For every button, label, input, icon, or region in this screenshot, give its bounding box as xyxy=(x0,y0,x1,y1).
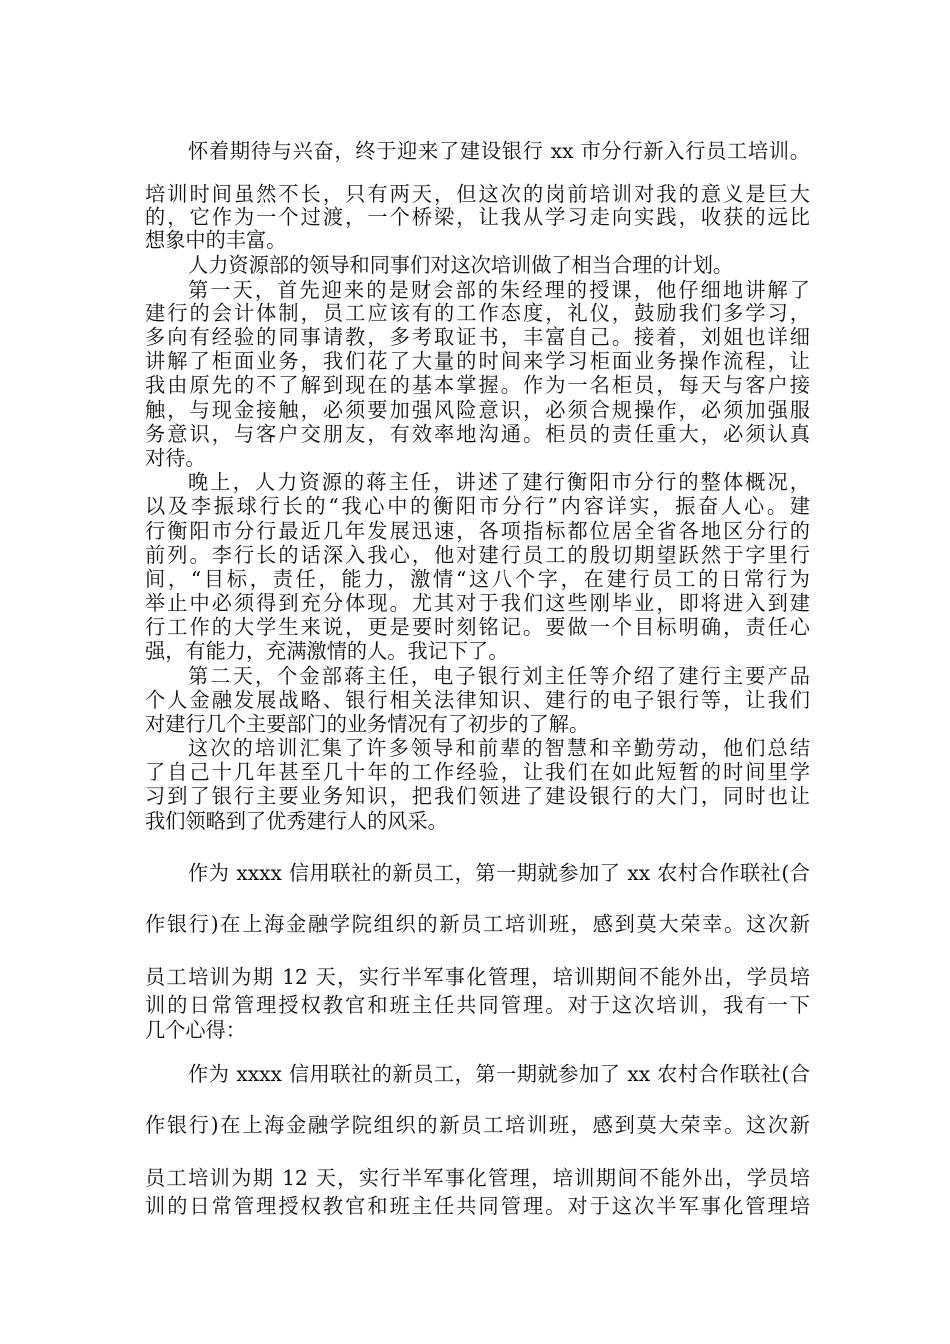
text-line: 对待。 xyxy=(145,446,206,470)
text-line: 员工培训为期 12 天，实行半军事化管理，培训期间不能外出，学员培 xyxy=(145,965,810,989)
text-line: 务意识，与客户交朋友，有效率地沟通。柜员的责任重大，必须认真 xyxy=(145,422,810,446)
text-line: 行衡阳市分行最近几年发展迅速，各项指标都位居全省各地区分行的 xyxy=(145,519,810,543)
text-line: 个人金融发展战略、银行相关法律知识、建行的电子银行等，让我们 xyxy=(145,688,810,712)
text-line: 建行的会计体制，员工应该有的工作态度，礼仪，鼓励我们多学习， xyxy=(145,301,810,325)
text-line: 训的日常管理授权教官和班主任共同管理。对于这次培训，我有一下 xyxy=(145,993,810,1017)
text-line: 作银行)在上海金融学院组织的新员工培训班，感到莫大荣幸。这次新 xyxy=(145,912,810,936)
text-line: 作为 xxxx 信用联社的新员工，第一期就参加了 xx 农村合作联社(合 xyxy=(188,1062,810,1086)
text-line: 强，有能力，充满激情的人。我记下了。 xyxy=(145,639,509,663)
text-line: 以及李振球行长的“我心中的衡阳市分行”内容详实，振奋人心。建 xyxy=(145,494,810,518)
text-line: 培训时间虽然不长，只有两天，但这次的岗前培训对我的意义是巨大 xyxy=(145,182,810,206)
text-line: 作为 xxxx 信用联社的新员工，第一期就参加了 xx 农村合作联社(合 xyxy=(188,861,810,885)
text-line: 举止中必须得到充分体现。尤其对于我们这些刚毕业，即将进入到建 xyxy=(145,591,810,615)
text-line: 想象中的丰富。 xyxy=(145,228,287,252)
text-line: 训的日常管理授权教官和班主任共同管理。对于这次半军事化管理培 xyxy=(145,1194,810,1218)
text-line: 对建行几个主要部门的业务情况有了初步的了解。 xyxy=(145,712,590,736)
text-line: 怀着期待与兴奋，终于迎来了建设银行 xx 市分行新入行员工培训。 xyxy=(188,139,810,163)
text-line: 我们领略到了优秀建行人的风采。 xyxy=(145,809,448,833)
text-line: 第二天，个金部蒋主任，电子银行刘主任等介绍了建行主要产品 xyxy=(188,664,810,688)
text-line: 几个心得： xyxy=(145,1018,246,1042)
text-line: 我由原先的不了解到现在的基本掌握。作为一名柜员，每天与客户接 xyxy=(145,373,810,397)
text-line: 前列。李行长的话深入我心，他对建行员工的殷切期望跃然于字里行 xyxy=(145,543,810,567)
text-line: 员工培训为期 12 天，实行半军事化管理，培训期间不能外出，学员培 xyxy=(145,1166,810,1190)
text-line: 多向有经验的同事请教，多考取证书，丰富自己。接着，刘姐也详细 xyxy=(145,325,810,349)
text-line: 习到了银行主要业务知识，把我们领进了建设银行的大门，同时也让 xyxy=(145,784,810,808)
text-line: 作银行)在上海金融学院组织的新员工培训班，感到莫大荣幸。这次新 xyxy=(145,1113,810,1137)
text-line: 间，“目标，责任，能力，激情“这八个字，在建行员工的日常行为 xyxy=(145,567,810,591)
text-line: 行工作的大学生来说，更是要时刻铭记。要做一个目标明确，责任心 xyxy=(145,615,810,639)
text-line: 晚上，人力资源的蒋主任，讲述了建行衡阳市分行的整体概况， xyxy=(188,470,810,494)
text-line: 讲解了柜面业务，我们花了大量的时间来学习柜面业务操作流程，让 xyxy=(145,349,810,373)
text-line: 了自己十几年甚至几十年的工作经验，让我们在如此短暂的时间里学 xyxy=(145,760,810,784)
text-line: 触，与现金接触，必须要加强风险意识，必须合规操作，必须加强服 xyxy=(145,398,810,422)
text-line: 的，它作为一个过渡，一个桥梁，让我从学习走向实践，收获的远比 xyxy=(145,205,810,229)
text-line: 人力资源部的领导和同事们对这次培训做了相当合理的计划。 xyxy=(188,253,734,277)
text-line: 这次的培训汇集了许多领导和前辈的智慧和辛勤劳动，他们总结 xyxy=(188,736,810,760)
text-line: 第一天，首先迎来的是财会部的朱经理的授课，他仔细地讲解了 xyxy=(188,278,810,302)
